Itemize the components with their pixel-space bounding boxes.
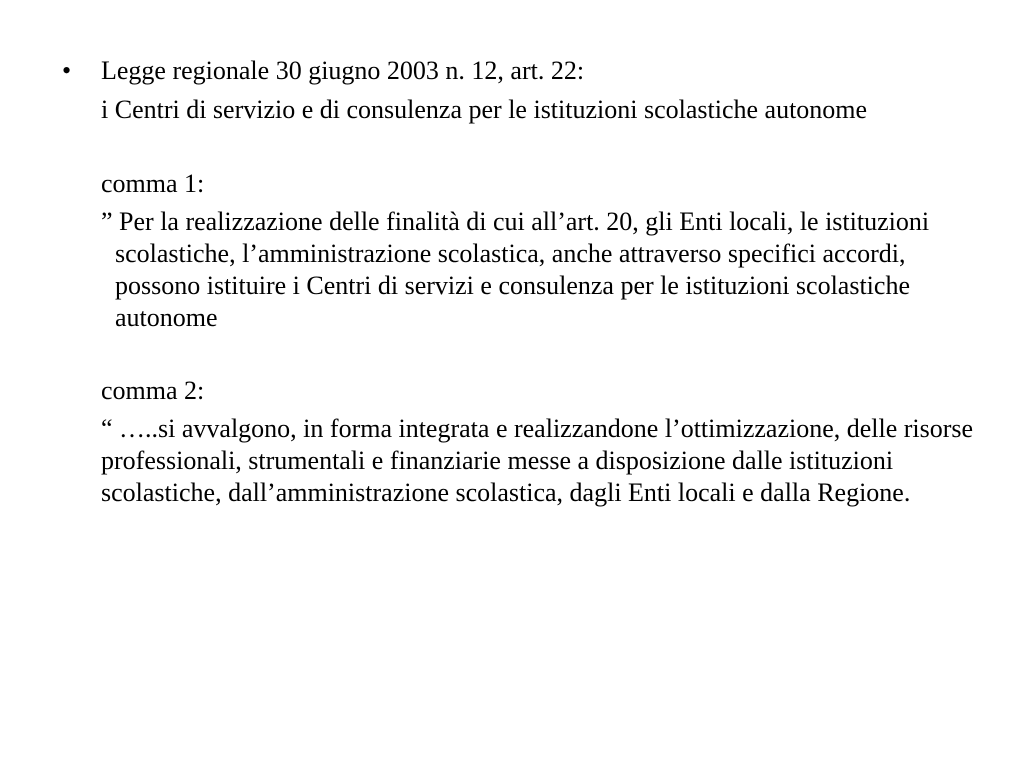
comma1-quote: ” Per la realizzazione delle finalità di cui all’art. 20, gli Enti locali, le istituzioni scolastiche, l’amministrazione scolastica, anche attraverso specifici accordi, possono istituire i Centri di servizi e consulenza per le istituzioni scolastiche autonome xyxy=(101,207,930,332)
bullet-icon: • xyxy=(62,56,72,85)
comma2-text: “ …..si avvalgono, in forma integrata e realizzandone l’ottimizzazione, delle risorse professionali, strumentali e finanziarie messe a disposizione dalle istituzioni scolastiche, dall’amministrazione scolastica, dagli Enti locali e dalla Regione. xyxy=(101,414,974,507)
comma1-text xyxy=(101,206,981,334)
law-subject: i Centri di servizio e di consulenza per le istituzioni scolastiche autonome xyxy=(101,95,868,124)
comma1-label: comma 1: xyxy=(101,169,205,198)
law-heading: Legge regionale 30 giugno 2003 n. 12, art. 22: xyxy=(101,56,585,85)
slide-content xyxy=(101,55,981,509)
comma2-label: comma 2: xyxy=(101,376,205,405)
